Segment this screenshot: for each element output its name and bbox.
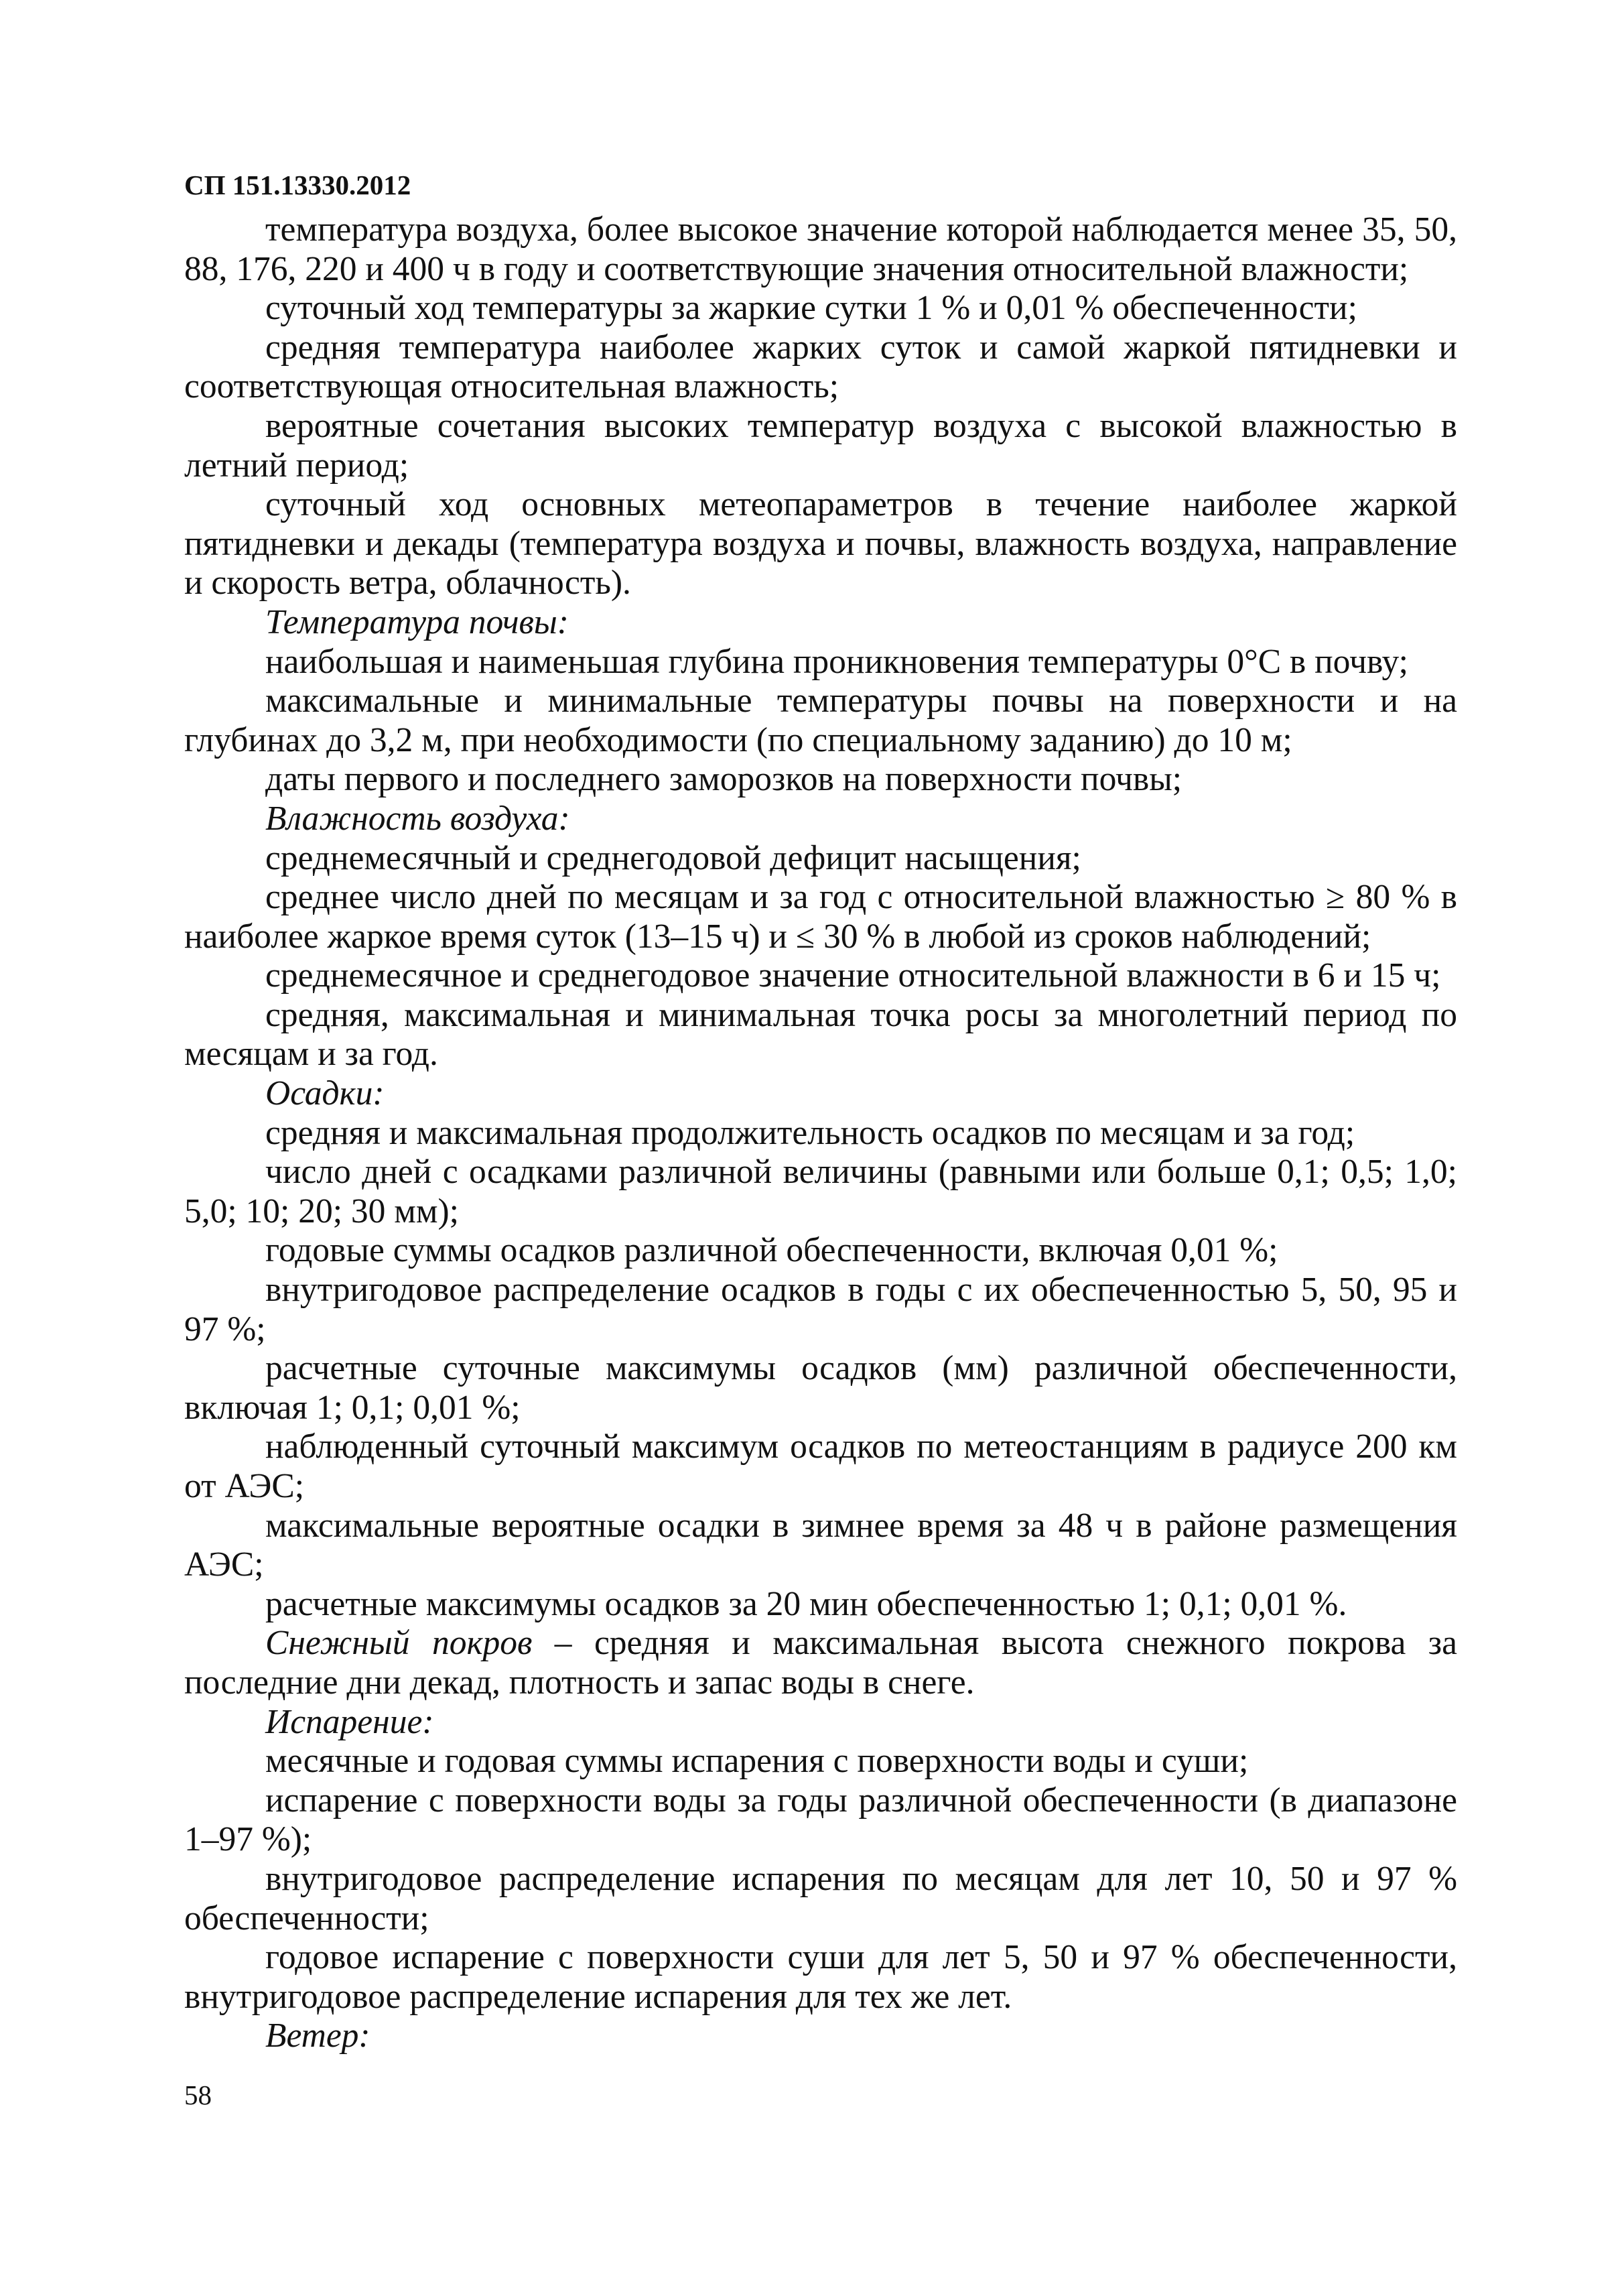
paragraph-saturation-deficit: среднемесячный и среднегодовой дефицит насыщения;	[265, 838, 1081, 877]
document-body	[184, 210, 1457, 2056]
paragraph-air-temperature-hours: температура воздуха, более высокое значение которой наблюдается менее 35, 50, 88, 176, 220 и 400 ч в году и соответствующие значения относительной влажности;	[184, 210, 1457, 288]
heading-soil-temperature: Температура почвы:	[265, 602, 569, 641]
page-number: 58	[184, 2080, 212, 2110]
paragraph-winter-precipitation: максимальные вероятные осадки в зимнее время за 48 ч в районе размещения АЭС;	[184, 1506, 1457, 1584]
paragraph-humidity-days: среднее число дней по месяцам и за год с относительной влажностью ≥ 80 % в наиболее жаркое время суток (13–15 ч) и ≤ 30 % в любой из сроков наблюдений;	[184, 878, 1457, 956]
paragraph-land-evaporation: годовое испарение с поверхности суши для лет 5, 50 и 97 % обеспеченности, внутригодовое распределение испарения для тех же лет.	[184, 1938, 1457, 2016]
paragraph-water-surface-evaporation: испарение с поверхности воды за годы различной обеспеченности (в диапазоне 1–97 %);	[184, 1781, 1457, 1859]
section-heading-precipitation	[184, 1074, 1457, 1114]
section-heading-evaporation	[184, 1703, 1457, 1742]
heading-evaporation: Испарение:	[265, 1702, 434, 1741]
paragraph-monthly-evaporation: внутригодовое распределение испарения по месяцам для лет 10, 50 и 97 % обеспеченности;	[184, 1859, 1457, 1937]
paragraph-observed-daily-maximum: наблюденный суточный максимум осадков по метеостанциям в радиусе 200 км от АЭС;	[184, 1427, 1457, 1505]
paragraph-precipitation-days: число дней с осадками различной величины (равными или больше 0,1; 0,5; 1,0; 5,0; 10; 20; 30 мм);	[184, 1153, 1457, 1230]
paragraph-meteoparameters-course: суточный ход основных метеопараметров в течение наиболее жаркой пятидневки и декады (температура воздуха и почвы, влажность воздуха, направление и скорость ветра, облачность).	[184, 485, 1457, 602]
section-heading-air-humidity	[184, 800, 1457, 839]
section-heading-soil-temperature	[184, 603, 1457, 643]
heading-air-humidity: Влажность воздуха:	[265, 799, 570, 838]
paragraph-evaporation-sums: месячные и годовая суммы испарения с поверхности воды и суши;	[265, 1742, 1249, 1781]
paragraph-daily-precipitation-maxima: расчетные суточные максимумы осадков (мм) различной обеспеченности, включая 1; 0,1; 0,01 %;	[184, 1349, 1457, 1427]
paragraph-snow-cover	[184, 1624, 1457, 1702]
paragraph-frost-penetration: наибольшая и наименьшая глубина проникновения температуры 0°С в почву;	[265, 642, 1408, 681]
paragraph-temperature-humidity-combos: вероятные сочетания высоких температур воздуха с высокой влажностью в летний период;	[184, 406, 1457, 485]
paragraph-precipitation-duration: средняя и максимальная продолжительность осадков по месяцам и за год;	[265, 1113, 1355, 1152]
paragraph-20min-precipitation: расчетные максимумы осадков за 20 мин обеспеченностью 1; 0,1; 0,01 %.	[265, 1584, 1347, 1623]
paragraph-mean-hottest-day: средняя температура наиболее жарких суток и самой жаркой пятидневки и соответствующая относительная влажность;	[184, 328, 1457, 406]
paragraph-relative-humidity-values: среднемесячное и среднегодовое значение относительной влажности в 6 и 15 ч;	[265, 956, 1441, 995]
document-code-header: СП 151.13330.2012	[184, 170, 411, 200]
paragraph-daily-temperature-course: суточный ход температуры за жаркие сутки 1 % и 0,01 % обеспеченности;	[265, 289, 1357, 328]
heading-snow-cover: Снежный покров	[265, 1624, 533, 1663]
section-heading-wind	[184, 2017, 1457, 2056]
paragraph-intra-annual-precipitation: внутригодовое распределение осадков в годы с их обеспеченностью 5, 50, 95 и 97 %;	[184, 1271, 1457, 1348]
heading-wind: Ветер:	[265, 2017, 370, 2055]
paragraph-frost-dates: даты первого и последнего заморозков на поверхности почвы;	[265, 760, 1182, 799]
paragraph-annual-precipitation: годовые суммы осадков различной обеспеченности, включая 0,01 %;	[265, 1231, 1278, 1270]
heading-precipitation: Осадки:	[265, 1074, 385, 1113]
snow-cover-text: – средняя и максимальная высота снежного покрова за последние дни декад, плотность и запас воды в снеге.	[184, 1624, 1457, 1702]
paragraph-soil-temperature-extremes: максимальные и минимальные температуры почвы на поверхности и на глубинах до 3,2 м, при необходимости (по специальному заданию) до 10 м;	[184, 682, 1457, 759]
paragraph-dew-point: средняя, максимальная и минимальная точка росы за многолетний период по месяцам и за год.	[184, 995, 1457, 1074]
